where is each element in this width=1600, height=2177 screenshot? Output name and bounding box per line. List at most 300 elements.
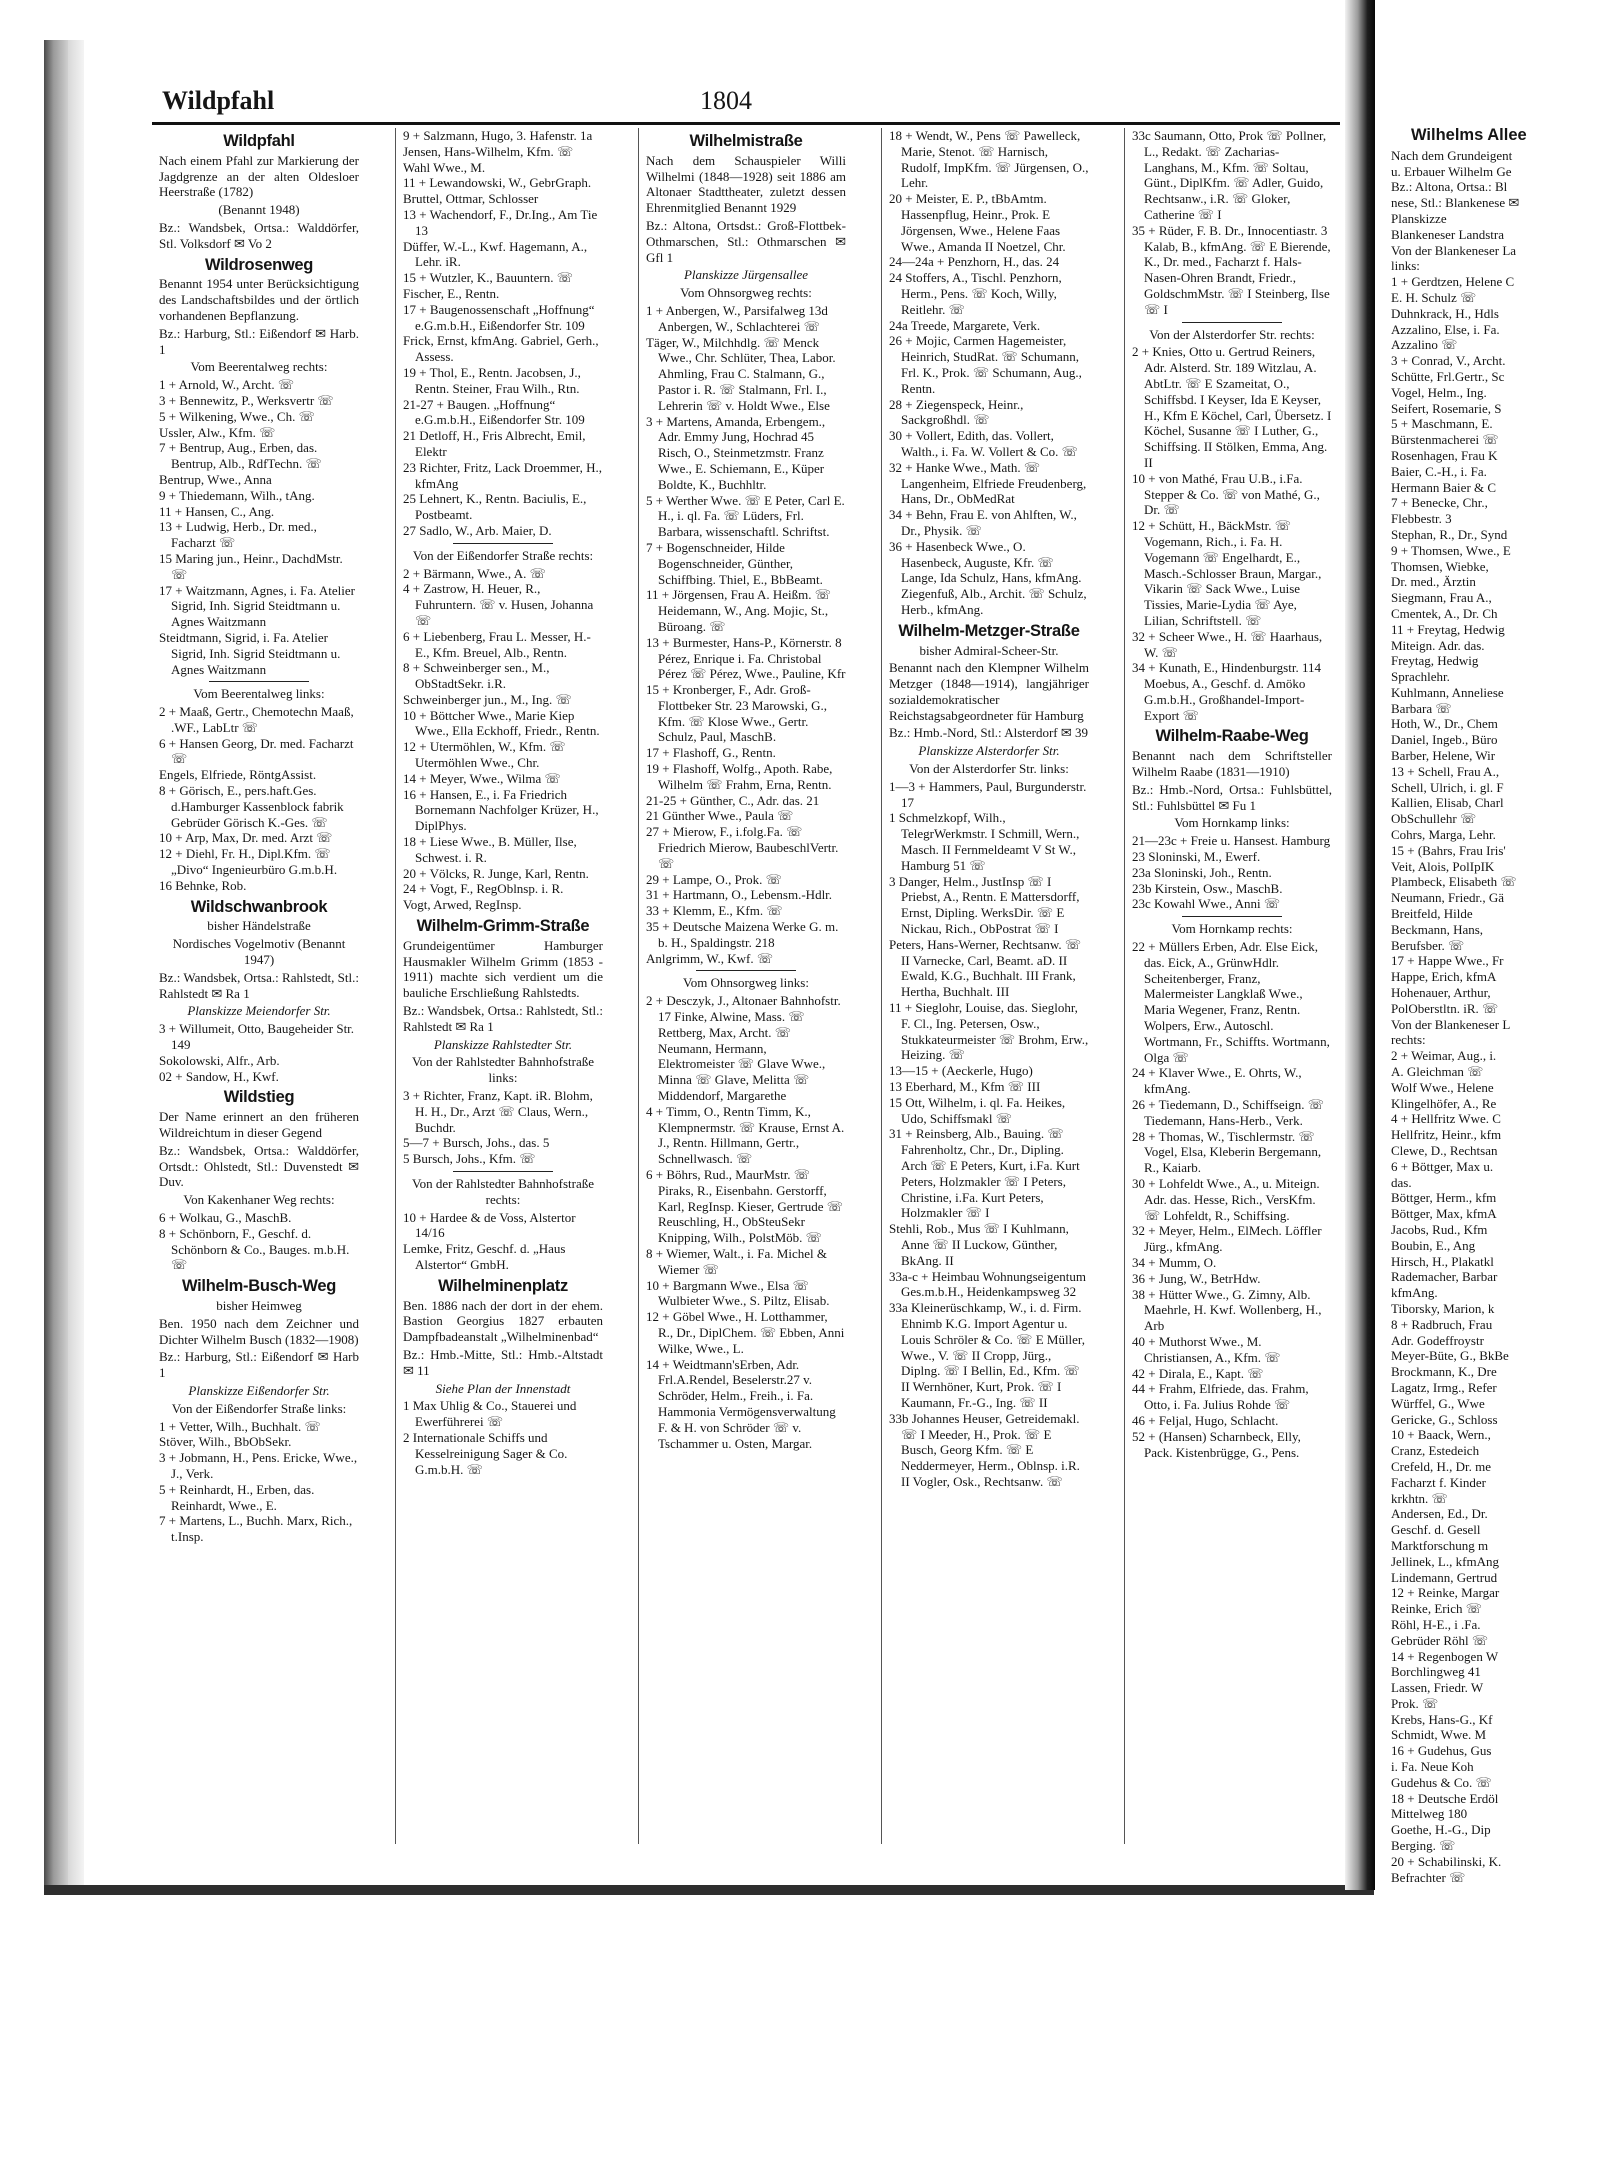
directory-entry: 21-25 + Günther, C., Adr. das. 21 — [646, 792, 820, 808]
direction-caption: Vom Hornkamp rechts: — [1171, 921, 1293, 937]
directory-entry: 24 + Vogt, F., RegOblnsp. i. R. — [403, 881, 564, 897]
column-4 — [881, 128, 1096, 1844]
facing-page-line: Duhnkrack, H., Hdls — [1391, 305, 1499, 321]
plan-reference: Planskizze Alsterdorfer Str. — [918, 743, 1060, 759]
facing-page-line: Barbara ☏ — [1391, 700, 1452, 716]
facing-page-line: Lindemann, Gertrud — [1391, 1569, 1498, 1585]
facing-page-line: i. Fa. Neue Koh — [1391, 1759, 1474, 1775]
directory-entry: 12 + Schütt, H., BäckMstr. ☏ Vogemann, Rich., i. Fa. H. Vogemann ☏ Engelhardt, E., Masch.-Schlosser Braun, Margar., Vikarin ☏ Sack Wwe., Luise Tissies, Marie-Lydia ☏ Aye, Lilian, Schriftstell. ☏ — [1132, 518, 1322, 628]
facing-page-line: 2 + Weimar, Aug., i. — [1391, 1048, 1497, 1064]
facing-page-fragment — [1375, 0, 1600, 2177]
directory-entry: 17 + Waitzmann, Agnes, i. Fa. Atelier Sigrid, Inh. Sigrid Steidtmann u. Agnes Waitzmann — [159, 582, 355, 630]
facing-page-line: Lassen, Friedr. W — [1391, 1680, 1484, 1696]
direction-caption: Von der Alsterdorfer Str. links: — [909, 761, 1069, 777]
facing-page-line: krkhtn. ☏ — [1391, 1490, 1448, 1506]
directory-entry: 21-27 + Baugen. „Hoffnung“ e.G.m.b.H., Eißendorfer Str. 109 — [403, 396, 585, 428]
facing-page-line: Andersen, Ed., Dr. — [1391, 1506, 1488, 1522]
direction-caption: bisher Händelstraße — [207, 918, 311, 934]
directory-entry: 21—23c + Freie u. Hansest. Hamburg — [1132, 833, 1331, 849]
street-description: Bz.: Wandsbek, Ortsa.: Rahlstedt, Stl.: Rahlstedt ✉ Ra 1 — [403, 1003, 603, 1034]
directory-entry: 24 + Klaver Wwe., E. Ohrts, W., kfmAng. — [1132, 1065, 1302, 1097]
facing-page-line: Schell, Ulrich, i. gl. F — [1391, 779, 1504, 795]
street-description: Nach einem Pfahl zur Markierung der Jagdgrenze an der alten Oldesloer Heerstraße (1782) — [159, 152, 359, 200]
directory-entry: 10 + Böttcher Wwe., Marie Kiep Wwe., Ella Eckhoff, Friedr., Rentn. — [403, 707, 600, 739]
directory-entry: 33c Saumann, Otto, Prok ☏ Pollner, L., Redakt. ☏ Zacharias-Langhans, M., Kfm. ☏ Soltau, Günt., DiplKfm. ☏ Adler, Guido, Rechtsanw., i.R. ☏ Gloker, Catherine ☏ I — [1132, 128, 1327, 222]
facing-page-line: Thomsen, Wiebke, — [1391, 558, 1489, 574]
facing-page-line: 16 + Gudehus, Gus — [1391, 1743, 1492, 1759]
directory-entry: Frick, Ernst, kfmAng. Gabriel, Gerh., Assess. — [403, 333, 599, 365]
directory-entry: Fischer, E., Rentn. — [403, 285, 500, 301]
directory-entry: 7 + Bogenschneider, Hilde Bogenschneider, Günther, Schiffbing. Thiel, E., BbBeamt. — [646, 539, 823, 587]
directory-entry: 19 + Flashoff, Wolfg., Apoth. Rabe, Wilhelm ☏ Frahm, Erna, Rentn. — [646, 761, 833, 792]
directory-entry: 9 + Thiedemann, Wilh., tAng. — [159, 487, 315, 503]
directory-entry: 4 + Zastrow, H. Heuer, R., Fuhruntern. ☏ v. Husen, Johanna ☏ — [403, 581, 594, 628]
facing-page-line: 14 + Regenbogen W — [1391, 1648, 1499, 1664]
facing-page-line: 5 + Maschmann, E. — [1391, 416, 1493, 432]
facing-page-line: Breitfeld, Hilde — [1391, 906, 1473, 922]
facing-page-line: Borchlingweg 41 — [1391, 1664, 1481, 1680]
facing-page-line: 6 + Böttger, Max u. — [1391, 1158, 1494, 1174]
facing-page-line: Hirsch, H., Plakatkl — [1391, 1253, 1494, 1269]
column-3 — [638, 128, 853, 1844]
directory-entry: 15 Ott, Wilhelm, i. ql. Fa. Heikes, Udo, Schiffsmakl ☏ — [889, 1094, 1066, 1126]
directory-entry: 30 + Lohfeldt Wwe., A., u. Miteign. Adr. das. Hesse, Rich., VersKfm. ☏ Lohfeldt, R., Schiffsing. — [1132, 1176, 1320, 1223]
facing-page-line: Jellinek, L., kfmAng — [1391, 1553, 1499, 1569]
directory-entry: 1 Schmelzkopf, Wilh., TelegrWerkmstr. I Schmill, Wern., Masch. II Fernmeldeamt V St W., Hamburg 51 ☏ — [889, 810, 1080, 873]
directory-entry: 33b Johannes Heuser, Getreidemakl. ☏ I Meeder, H., Prok. ☏ E Busch, Georg Kfm. ☏ E Neddermeyer, Herm., Oblnsp. i.R. II Vogler, Osk., Rechtsanw. ☏ — [889, 1410, 1080, 1489]
facing-page-line: Stephan, R., Dr., Synd — [1391, 526, 1508, 542]
facing-page-lines — [1391, 148, 1600, 1886]
directory-entry: 5 Bursch, Johs., Kfm. ☏ — [403, 1151, 536, 1167]
directory-entry: 13—15 + (Aeckerle, Hugo) — [889, 1063, 1033, 1079]
facing-page-line: u. Erbauer Wilhelm Ge — [1391, 163, 1512, 179]
street-description: Bz.: Hmb.-Nord, Stl.: Alsterdorf ✉ 39 — [889, 725, 1089, 741]
direction-caption: Von der Rahlstedter Bahnhofstraße links: — [411, 1054, 595, 1086]
facing-page-text — [1391, 126, 1600, 1885]
facing-page-line: Siegmann, Frau A., — [1391, 590, 1492, 606]
facing-page-line: 8 + Radbruch, Frau — [1391, 1316, 1493, 1332]
facing-page-line: Azzalino, Else, i. Fa. — [1391, 321, 1500, 337]
facing-page-line: 15 + (Bahrs, Frau Iris' — [1391, 842, 1506, 858]
directory-entry: 17 + Flashoff, G., Rentn. — [646, 745, 776, 761]
street-description: Bz.: Wandsbek, Ortsa.: Walddörfer, Ortsdt.: Ohlstedt, Stl.: Duvenstedt ✉ Duv. — [159, 1142, 359, 1190]
facing-page-line: Facharzt f. Kinder — [1391, 1474, 1486, 1490]
street-heading: Wilhelm-Raabe-Weg — [1155, 727, 1309, 746]
facing-page-line: Gudehus & Co. ☏ — [1391, 1774, 1492, 1790]
directory-entry: 17 + Baugenossenschaft „Hoffnung“ e.G.m.b.H., Eißendorfer Str. 109 — [403, 301, 595, 333]
directory-entry: Anlgrimm, W., Kwf. ☏ — [646, 950, 774, 966]
directory-entry: Düffer, W.-L., Kwf. Hagemann, A., Lehr. iR. — [403, 238, 588, 270]
book-gutter — [1345, 0, 1377, 1890]
facing-page-line: Klingelhöfer, A., Re — [1391, 1095, 1497, 1111]
section-divider — [453, 543, 553, 544]
direction-caption: Von der Rahlstedter Bahnhofstraße rechts: — [411, 1176, 595, 1207]
directory-entry: 32 + Scheer Wwe., H. ☏ Haarhaus, W. ☏ — [1132, 628, 1323, 660]
plan-reference: Planskizze Eißendorfer Str. — [188, 1382, 330, 1398]
directory-entry: 2 + Desczyk, J., Altonaer Bahnhofstr. 17 Finke, Alwine, Mass. ☏ Rettberg, Max, Archt. ☏ Neumann, Hermann, Elektromeister ☏ Glave Wwe., Minna ☏ Glave, Melitta ☏ Middendorf, Margarethe — [646, 993, 841, 1104]
facing-page-line: 13 + Schell, Frau A., — [1391, 763, 1500, 779]
directory-entry: 18 + Wendt, W., Pens ☏ Pawelleck, Marie, Stenot. ☏ Harnisch, Rudolf, ImpKfm. ☏ Jürgensen, O., Lehr. — [889, 128, 1089, 191]
street-description: Bz.: Harburg, Stl.: Eißendorf ✉ Harb 1 — [159, 1349, 359, 1381]
directory-entry: 6 + Böhrs, Rud., MaurMstr. ☏ Piraks, R., Eisenbahn. Gerstorff, Karl, RegInsp. Kieser, Gertrude ☏ Reuschling, H., ObSteuSekr Knipping, Wilh., PolstMöb. ☏ — [646, 1167, 844, 1246]
directory-entry: 13 + Burmester, Hans-P., Körnerstr. 8 Pérez, Enrique i. Fa. Christobal Pérez ☏ Pérez, Wwe., Pauline, Kfr — [646, 634, 846, 682]
directory-entry: 12 + Diehl, Fr. H., Dipl.Kfm. ☏ „Divo“ Ingenieurbüro G.m.b.H. — [159, 846, 338, 878]
facing-page-line: links: — [1391, 258, 1420, 274]
section-divider — [1182, 322, 1282, 323]
directory-entry: 3 + Bennewitz, P., Werksvertr ☏ — [159, 392, 334, 408]
directory-entry: 44 + Frahm, Elfriede, das. Frahm, Otto, i. Fa. Julius Rohde ☏ — [1132, 1381, 1309, 1413]
facing-page-line: Gericke, G., Schloss — [1391, 1411, 1498, 1427]
directory-entry: Jensen, Hans-Wilhelm, Kfm. ☏ — [403, 143, 574, 159]
facing-page-line: Böttger, Max, kfmA — [1391, 1206, 1497, 1222]
street-description: Bz.: Hmb.-Mitte, Stl.: Hmb.-Altstadt ✉ 11 — [403, 1346, 603, 1378]
directory-entry: 3 Danger, Helm., JustInsp ☏ I Priebst, A., Rentn. E Mattersdorff, Ernst, Dipling. WerksDir. ☏ E Nickau, Rich., ObPostrat ☏ I — [889, 873, 1080, 937]
directory-entry: Stehli, Rob., Mus ☏ I Kuhlmann, Anne ☏ II Luckow, Günther, BkAng. II — [889, 1221, 1069, 1268]
facing-page-line: Jacobs, Rud., Kfm — [1391, 1221, 1488, 1237]
facing-page-line: Sprachlehr. — [1391, 669, 1450, 685]
street-description: Benannt nach den Klempner Wilhelm Metzger (1848—1914), langjähriger sozialdemokratischer Reichstagsabgeordneter für Hamburg — [889, 660, 1089, 723]
directory-entry: Bruttel, Ottmar, Schlosser — [403, 191, 539, 207]
facing-page-line: Böttger, Herm., kfm — [1391, 1190, 1497, 1206]
facing-page-line: Befrachter ☏ — [1391, 1869, 1466, 1885]
facing-page-line: Blankeneser Landstra — [1391, 226, 1504, 242]
facing-page-line: Schmidt, Wwe. M — [1391, 1727, 1487, 1743]
street-heading: Wildstieg — [223, 1088, 295, 1107]
directory-entry: 8 + Görisch, E., pers.haft.Ges. d.Hamburger Kassenblock fabrik Gebrüder Görisch K.-Ges. ☏ — [159, 783, 344, 830]
facing-page-line: Kallien, Elisab, Charl — [1391, 795, 1504, 811]
facing-page-line: Clewe, D., Rechtsan — [1391, 1143, 1498, 1158]
directory-entry: 5 + Reinhardt, H., Erben, das. Reinhardt, Wwe., E. — [159, 1481, 315, 1513]
directory-entry: 46 + Feljal, Hugo, Schlacht. — [1132, 1412, 1279, 1428]
directory-entry: Schweinberger jun., M., Ing. ☏ — [403, 691, 572, 707]
directory-entry: 31 + Reinsberg, Alb., Bauing. ☏ Fahrenholtz, Chr., Dr., Dipling. Arch ☏ E Peters, Kurt, i.Fa. Kurt Peters, Holzmakler ☏ I Peters, Christine, i.Fa. Kurt Peters, Holzmakler ☏ I — [889, 1126, 1080, 1221]
facing-page-line: Boubin, E., Ang — [1391, 1237, 1476, 1253]
facing-page-line: Von der Blankeneser L — [1391, 1016, 1511, 1032]
directory-entry: 3 + Martens, Amanda, Erbengem., Adr. Emmy Jung, Hochrad 45 Risch, O., Steinmetzmstr. Franz Wwe., E. Schiemann, E., Küper Boldte, K., Buchhltr. — [646, 413, 826, 492]
directory-entry: Peters, Hans-Werner, Rechtsanw. ☏ II Varnecke, Carl, Beamt. aD. II Ewald, K.G., Buchhalt. III Frank, Hertha, Buchhalt. III — [889, 936, 1082, 1000]
directory-entry: 7 + Bentrup, Aug., Erben, das. Bentrup, Alb., RdfTechn. ☏ — [159, 440, 322, 472]
directory-entry: 21 Detloff, H., Fris Albrecht, Emil, Elektr — [403, 428, 586, 459]
directory-entry: 23 Richter, Fritz, Lack Droemmer, H., kfmAng — [403, 459, 602, 491]
directory-page — [152, 84, 1340, 1844]
directory-entry: Wahl Wwe., M. — [403, 159, 486, 175]
directory-entry: 34 + Mumm, O. — [1132, 1254, 1217, 1270]
direction-caption: Nordisches Vogelmotiv (Benannt 1947) — [172, 936, 346, 968]
directory-entry: 24a Treede, Margarete, Verk. — [889, 317, 1041, 333]
directory-entry: 4 + Timm, O., Rentn Timm, K., Klempnermstr. ☏ Krause, Ernst A. J., Rentn. Hillmann, Gertr., Schnellwasch. ☏ — [646, 1103, 845, 1167]
street-heading: Wildschwanbrook — [190, 897, 328, 916]
directory-entry: 8 + Schönborn, F., Geschf. d. Schönborn & Co., Bauges. m.b.H. ☏ — [159, 1225, 350, 1273]
facing-page-line: Adr. Godeffroystr — [1391, 1332, 1484, 1348]
header-rule — [152, 122, 1340, 125]
facing-page-line: Schütte, Frl.Gertr., Sc — [1391, 368, 1505, 384]
facing-page-line: Flebbestr. 3 — [1391, 511, 1452, 527]
directory-entry: 9 + Salzmann, Hugo, 3. Hafenstr. 1a — [403, 128, 593, 143]
street-heading: Wilhelmistraße — [689, 132, 803, 150]
directory-columns — [152, 128, 1340, 1844]
street-description: Der Name erinnert an den früheren Wildreichtum in dieser Gegend — [159, 1109, 359, 1141]
facing-page-line: 7 + Benecke, Chr., — [1391, 495, 1488, 511]
directory-entry: 33a-c + Heimbau Wohnungseigentum Ges.m.b.H., Heidenkampsweg 32 — [889, 1268, 1087, 1300]
directory-entry: 3 + Richter, Franz, Kapt. iR. Blohm, H. H., Dr., Arzt ☏ Claus, Wern., Buchdr. — [403, 1088, 593, 1135]
facing-page-line: Marktforschung m — [1391, 1537, 1489, 1553]
plan-reference: Planskizze Meiendorfer Str. — [187, 1003, 331, 1019]
facing-page-line: Crefeld, H., Dr. me — [1391, 1458, 1492, 1474]
directory-entry: Steidtmann, Sigrid, i. Fa. Atelier Sigrid, Inh. Sigrid Steidtmann u. Agnes Waitzmann — [159, 629, 341, 677]
street-heading: Wilhelm-Metzger-Straße — [898, 621, 1080, 640]
facing-page-line: das. — [1391, 1174, 1412, 1190]
facing-page-line: Brockmann, K., Dre — [1391, 1364, 1497, 1380]
directory-entry: 13 + Wachendorf, F., Dr.Ing., Am Tie 13 — [403, 206, 598, 238]
directory-entry: 52 + (Hansen) Scharnbeck, Elly, Pack. Kistenbrügge, G., Pens. — [1132, 1428, 1301, 1460]
street-heading: Wildpfahl — [223, 132, 295, 150]
directory-entry: 19 + Thol, E., Rentn. Jacobsen, J., Rentn. Steiner, Frau Wilh., Rtn. — [403, 364, 581, 396]
directory-entry: 11 + Lewandowski, W., GebrGraph. — [403, 175, 592, 191]
facing-page-line: Daniel, Ingeb., Büro — [1391, 732, 1498, 748]
facing-page-line: A. Gleichman ☏ — [1391, 1064, 1484, 1080]
directory-entry: 22 + Müllers Erben, Adr. Else Eick, das. Eick, A., GrünwHdlr. Scheitenberger, Franz, Malermeister Langklaß Wwe., Maria Wegener, Franz, Rentn. Wolpers, Erw., Autoschl. Wortmann, Fr., Schiffts. Wortmann, Olga ☏ — [1132, 939, 1330, 1065]
facing-page-line: Neumann, Friedr., Gä — [1391, 890, 1505, 906]
facing-page-line: rechts: — [1391, 1032, 1426, 1048]
facing-page-line: Vogel, Helm., Ing. — [1391, 384, 1487, 400]
directory-entry: 2 + Knies, Otto u. Gertrud Reiners, Adr. Alsterd. Str. 189 Witzlau, A. AbtLtr. ☏ E Szameitat, O., Schiffsbd. I Keyser, Ida E Keyser, H., Kfm E Köchel, Carl, Übersetz. I Köchel, Susanne ☏ I Luther, G., Schiffsing. II Stölken, Emma, Ang. II — [1132, 344, 1332, 470]
directory-entry: 38 + Hütter Wwe., G. Zimny, Alb. Maehrle, H. Kwf. Wollenberg, H., Arb — [1132, 1286, 1322, 1334]
directory-entry: 23 Sloninski, M., Ewerf. — [1132, 849, 1261, 865]
facing-page-line: Lagatz, Irmg., Refer — [1391, 1379, 1497, 1395]
street-heading: Wilhelminenplatz — [438, 1276, 568, 1295]
facing-page-street-heading: Wilhelms Allee — [1411, 126, 1527, 144]
facing-page-line: Berufsber. ☏ — [1391, 937, 1465, 953]
directory-entry: 28 + Thomas, W., Tischlermstr. ☏ Vogel, Elsa, Kleberin Bergemann, R., Kaiarb. — [1132, 1128, 1322, 1176]
facing-page-line: Mittelweg 180 — [1391, 1806, 1468, 1822]
facing-page-line: Geschf. d. Gesell — [1391, 1522, 1481, 1538]
directory-entry: 10 + Hardee & de Voss, Alstertor 14/16 — [403, 1209, 576, 1241]
directory-entry: 12 + Utermöhlen, W., Kfm. ☏ Utermöhlen Wwe., Chr. — [403, 739, 566, 771]
facing-page-line: Beckmann, Hans, — [1391, 921, 1484, 937]
running-head — [152, 84, 1340, 124]
facing-page-line: Azzalino ☏ — [1391, 337, 1458, 353]
directory-entry: 34 + Behn, Frau E. von Ahlften, W., Dr., Physik. ☏ — [889, 507, 1077, 538]
facing-page-line: Gebrüder Röhl ☏ — [1391, 1632, 1489, 1648]
scan-edge-left-inner — [68, 40, 84, 1890]
scan-edge-bottom — [44, 1885, 1374, 1895]
directory-entry: Lemke, Fritz, Geschf. d. „Haus Alstertor“ GmbH. — [403, 1241, 566, 1272]
directory-entry: 20 + Völcks, R. Junge, Karl, Rentn. — [403, 865, 589, 881]
directory-entry: 6 + Wolkau, G., MaschB. — [159, 1210, 292, 1225]
directory-entry: 1 + Anbergen, W., Parsifalweg 13d Anbergen, W., Schlachterei ☏ — [646, 302, 828, 334]
directory-entry: 34 + Kunath, E., Hindenburgstr. 114 Moebus, A., Geschf. d. Amöko G.m.b.H., Großhandel-Import-Export ☏ — [1132, 660, 1321, 723]
facing-page-line: Rademacher, Barbar — [1391, 1269, 1498, 1285]
directory-entry: 35 + Deutsche Maizena Werke G. m. b. H., Spaldingstr. 218 — [646, 919, 839, 950]
plan-reference: Planskizze Jürgensallee — [683, 267, 809, 283]
street-description: Benannt 1954 unter Berücksichtigung des Landschaftsbildes und der örtlich vorhandenen Bepflanzung. — [159, 276, 359, 323]
directory-entry: 8 + Wiemer, Walt., i. Fa. Michel & Wiemer ☏ — [646, 1245, 827, 1277]
facing-page-line: Berging. ☏ — [1391, 1838, 1456, 1854]
directory-entry: Ussler, Alw., Kfm. ☏ — [159, 424, 276, 440]
facing-page-line: Von der Blankeneser La — [1391, 242, 1517, 258]
directory-entry: Engels, Elfriede, RöntgAssist. — [159, 767, 317, 783]
facing-page-line: Seifert, Rosemarie, S — [1391, 400, 1502, 416]
facing-page-line: Prok. ☏ — [1391, 1695, 1439, 1711]
facing-page-line: Cmentek, A., Dr. Ch — [1391, 605, 1498, 621]
direction-caption: (Benannt 1948) — [218, 202, 300, 218]
direction-caption: bisher Admiral-Scheer-Str. — [919, 642, 1059, 658]
directory-entry: 11 + Hansen, C., Ang. — [159, 503, 275, 519]
facing-page-line: 10 + Baack, Wern., — [1391, 1427, 1491, 1443]
directory-entry: 10 + Arp, Max, Dr. med. Arzt ☏ — [159, 830, 333, 846]
facing-page-line: Plambeck, Elisabeth ☏ — [1391, 874, 1517, 890]
directory-entry: 5 + Wilkening, Wwe., Ch. ☏ — [159, 408, 315, 424]
facing-page-line: Barber, Helene, Wir — [1391, 748, 1496, 764]
directory-entry: 7 + Martens, L., Buchh. Marx, Rich., t.Insp. — [159, 1513, 353, 1545]
facing-page-line: E. H. Schulz ☏ — [1391, 289, 1477, 305]
directory-entry: 1—3 + Hammers, Paul, Burgunderstr. 17 — [889, 778, 1087, 810]
street-heading: Wilhelm-Grimm-Straße — [416, 917, 590, 936]
street-description: Ben. 1886 nach der dort in der ehem. Bastion Georgius 1827 erbauten Dampfbadeanstalt „Wilhelminenbad“ — [403, 1297, 603, 1345]
facing-page-line: 20 + Schabilinski, K. — [1391, 1853, 1502, 1869]
facing-page-line: Hoth, W., Dr., Chem — [1391, 716, 1498, 732]
facing-page-line: Bürstenmacherei ☏ — [1391, 432, 1499, 448]
street-description: Bz.: Wandsbek, Ortsa.: Rahlstedt, Stl.: Rahlstedt ✉ Ra 1 — [159, 969, 359, 1001]
street-description: Bz.: Wandsbek, Ortsa.: Walddörfer, Stl. Volksdorf ✉ Vo 2 — [159, 219, 359, 251]
directory-entry: 6 + Liebenberg, Frau L. Messer, H.-E., Kfm. Breuel, Alb., Rentn. — [403, 628, 591, 660]
directory-entry: 33a Kleinerüschkamp, W., i. d. Firm. Ehnimb K.G. Import Agentur u. Louis Schröler & Co. ☏ E Müller, Wwe., V. ☏ II Cropp, Jürg., Diplng. ☏ I Bellin, Ed., Kfm. ☏ II Wernhöner, Kurt, Prok. ☏ I Kaumann, Fr.-G., Ing. ☏ II — [889, 1300, 1085, 1410]
facing-page-line: Planskizze — [1391, 210, 1447, 226]
section-divider — [1182, 916, 1282, 917]
section-divider — [453, 1171, 553, 1172]
street-description: Ben. 1950 nach dem Zeichner und Dichter Wilhelm Busch (1832—1908) — [159, 1315, 359, 1347]
directory-entry: 31 + Hartmann, O., Lebensm.-Hdlr. — [646, 887, 833, 903]
street-description: Benannt nach dem Schriftsteller Wilhelm Raabe (1831—1910) — [1132, 748, 1332, 780]
directory-entry: 14 + Meyer, Wwe., Wilma ☏ — [403, 770, 561, 786]
directory-entry: 13 + Ludwig, Herb., Dr. med., Facharzt ☏ — [159, 519, 317, 551]
direction-caption: bisher Heimweg — [216, 1297, 302, 1313]
directory-entry: 23c Kowahl Wwe., Anni ☏ — [1132, 896, 1281, 912]
facing-page-line: Freytag, Hedwig — [1391, 653, 1479, 669]
facing-page-line: Krebs, Hans-G., Kf — [1391, 1711, 1493, 1727]
directory-entry: 11 + Jörgensen, Frau A. Heißm. ☏ Heidemann, W., Ang. Mojic, St., Büroang. ☏ — [646, 587, 831, 634]
facing-page-line: 17 + Happe Wwe., Fr — [1391, 953, 1504, 969]
directory-entry: 2 Internationale Schiffs und Kesselreinigung Sager & Co. G.m.b.H. ☏ — [403, 1429, 568, 1477]
direction-caption: Vom Hornkamp links: — [1174, 815, 1290, 831]
directory-entry: 20 + Meister, E. P., tBbAmtm. Hassenpflug, Heinr., Prok. E Jörgensen, Wwe., Helene Faas Wwe., Amanda II Noetzel, Chr. — [889, 191, 1066, 254]
facing-page-line: ObSchullehr ☏ — [1391, 811, 1477, 827]
facing-page-line: Dr. med., Ärztin — [1391, 574, 1476, 590]
facing-page-line: nese, Stl.: Blankenese ✉ — [1391, 195, 1520, 211]
directory-entry: 36 + Hasenbeck Wwe., O. Hasenbeck, Auguste, Kfr. ☏ Lange, Ida Schulz, Hans, kfmAng. Ziegenfuß, Alb., Archit. ☏ Schulz, Herb., kfmAng. — [889, 538, 1087, 617]
directory-entry: 27 Sadlo, W., Arb. Maier, D. — [403, 522, 552, 538]
directory-entry: 13 Eberhard, M., Kfm ☏ III — [889, 1079, 1041, 1095]
directory-entry: 14 + Weidtmann'sErben, Adr. Frl.A.Rendel, Beselerstr.27 v. Schröder, Helm., Freih., i. Fa. Hammonia Vermögensverwaltung F. & H. von Schröder ☏ v. Tschammer u. Osten, Margar. — [646, 1356, 836, 1451]
facing-page-line: 12 + Reinke, Margar — [1391, 1585, 1500, 1601]
directory-entry: 5 + Werther Wwe. ☏ E Peter, Carl E. H., i. ql. Fa. ☏ Lüders, Frl. Barbara, wissenschaftl. Schriftst. — [646, 492, 845, 540]
section-divider — [696, 970, 796, 971]
street-description: Bz.: Hmb.-Nord, Ortsa.: Fuhlsbüttel, Stl.: Fuhlsbüttel ✉ Fu 1 — [1132, 781, 1332, 813]
direction-caption: Vom Ohnsorgweg rechts: — [680, 285, 812, 301]
facing-page-line: Bz.: Altona, Ortsa.: Bl — [1391, 179, 1508, 195]
facing-page-line: kfmAng. — [1391, 1285, 1438, 1301]
facing-page-line: Hellfritz, Heinr., kfm — [1391, 1127, 1502, 1143]
directory-entry: 3 + Jobmann, H., Pens. Ericke, Wwe., J., Verk. — [159, 1450, 358, 1481]
facing-page-line: 18 + Deutsche Erdöl — [1391, 1790, 1499, 1806]
facing-page-line: 11 + Freytag, Hedwig — [1391, 621, 1505, 637]
facing-page-line: Meyer-Büte, G., BkBe — [1391, 1348, 1509, 1364]
directory-entry: 33 + Klemm, E., Kfm. ☏ — [646, 903, 783, 919]
directory-entry: 6 + Hansen Georg, Dr. med. Facharzt ☏ — [159, 735, 354, 767]
directory-entry: 5—7 + Bursch, Johs., das. 5 — [403, 1135, 550, 1151]
directory-entry: 24—24a + Penzhorn, H., das. 24 — [889, 254, 1060, 270]
plan-reference: Planskizze Rahlstedter Str. — [433, 1036, 573, 1052]
direction-caption: Vom Beerentalweg links: — [193, 686, 325, 702]
directory-entry: 18 + Liese Wwe., B. Müller, Ilse, Schwest. i. R. — [403, 834, 577, 865]
facing-page-line: Hohenauer, Arthur, — [1391, 985, 1491, 1001]
running-head-word: Wildpfahl — [162, 86, 275, 115]
facing-page-line: Kuhlmann, Anneliese — [1391, 684, 1504, 700]
street-heading: Wildrosenweg — [204, 255, 314, 274]
directory-entry: 24 Stoffers, A., Tischl. Penzhorn, Herm., Pens. ☏ Koch, Willy, Reitlehr. ☏ — [889, 270, 1062, 317]
facing-page-line: Wolf Wwe., Helene — [1391, 1079, 1494, 1095]
facing-page-line: 3 + Conrad, V., Archt. — [1391, 353, 1506, 369]
directory-entry: Vogt, Arwed, RegInsp. — [403, 897, 522, 913]
directory-entry: 30 + Vollert, Edith, das. Vollert, Walth., i. Fa. W. Vollert & Co. ☏ — [889, 428, 1078, 459]
directory-entry: 10 + von Mathé, Frau U.B., i.Fa. Stepper & Co. ☏ von Mathé, G., Dr. ☏ — [1132, 470, 1320, 518]
directory-entry: 12 + Göbel Wwe., H. Lotthammer, R., Dr., DiplChem. ☏ Ebben, Anni Wilke, Wwe., L. — [646, 1309, 845, 1356]
facing-page-line: Goethe, H.-G., Dip — [1391, 1822, 1491, 1838]
directory-entry: 42 + Dirala, E., Kapt. ☏ — [1132, 1365, 1264, 1381]
plan-reference: Siehe Plan der Innenstadt — [435, 1380, 571, 1396]
direction-caption: Von der Eißendorfer Straße rechts: — [412, 547, 594, 563]
facing-page-line: 9 + Thomsen, Wwe., E — [1391, 542, 1511, 558]
direction-caption: Von der Alsterdorfer Str. rechts: — [1149, 326, 1315, 342]
facing-page-line: Rosenhagen, Frau K — [1391, 447, 1498, 463]
facing-page-line: Veit, Alois, PolIpIK — [1391, 858, 1495, 874]
direction-caption: Von der Eißendorfer Straße links: — [171, 1400, 347, 1416]
facing-page-line: Miteign. Adr. das. — [1391, 637, 1485, 653]
facing-page-line: 4 + Hellfritz Wwe. C — [1391, 1111, 1501, 1127]
directory-entry: 10 + Bargmann Wwe., Elsa ☏ Wulbieter Wwe., S. Piltz, Elisab. — [646, 1277, 830, 1309]
facing-page-line: Röhl, H-E., i .Fa. — [1391, 1616, 1481, 1632]
facing-page-line: Würffel, G., Wwe — [1391, 1395, 1485, 1411]
directory-entry: 32 + Meyer, Helm., ElMech. Löffler Jürg., kfmAng. — [1132, 1223, 1322, 1255]
directory-entry: 40 + Muthorst Wwe., M. Christiansen, A., Kfm. ☏ — [1132, 1333, 1281, 1365]
directory-entry: 2 + Bärmann, Wwe., A. ☏ — [403, 565, 546, 581]
directory-entry: 25 Lehnert, K., Rentn. Baciulis, E., Postbeamt. — [403, 491, 587, 523]
street-heading: Wilhelm-Busch-Weg — [182, 1277, 336, 1296]
directory-entry: 26 + Tiedemann, D., Schiffseign. ☏ Tiedemann, Hans-Herb., Verk. — [1132, 1097, 1324, 1128]
directory-entry: 15 + Wutzler, K., Bauuntern. ☏ — [403, 270, 573, 286]
directory-entry: 1 Max Uhlig & Co., Stauerei und Ewerführerei ☏ — [403, 1398, 577, 1430]
direction-caption: Vom Beerentalweg rechts: — [190, 359, 328, 375]
column-5 — [1124, 128, 1339, 1844]
directory-entry: 15 + Kronberger, F., Adr. Groß-Flottbeker Str. 23 Marowski, G., Kfm. ☏ Klose Wwe., Gertr. Schulz, Paul, MaschB. — [646, 682, 827, 745]
section-divider — [209, 681, 309, 682]
directory-entry: Bentrup, Wwe., Anna — [159, 471, 272, 487]
directory-entry: Stöver, Wilh., BbObSekr. — [159, 1434, 292, 1450]
directory-entry: 21 Günther Wwe., Paula ☏ — [646, 808, 794, 824]
facing-page-line: Hermann Baier & C — [1391, 479, 1497, 495]
directory-entry: Täger, W., Milchhdlg. ☏ Menck Wwe., Chr. Schlüter, Thea, Labor. Ahmling, Frau C. Stalmann, G., Pastor i. R. ☏ Stalmann, Frl. I., Lehrerin ☏ v. Holdt Wwe., Else — [646, 334, 836, 413]
street-description: Grundeigentümer Hamburger Hausmakler Wilhelm Grimm (1853 - 1911) machte sich verdient um die bauliche Erschließung Rahlstedts. — [403, 937, 603, 1001]
page-number: 1804 — [700, 86, 752, 115]
directory-entry: 1 + Arnold, W., Archt. ☏ — [159, 377, 295, 393]
scan-edge-left — [44, 40, 68, 1890]
direction-caption: Von Kakenhaner Weg rechts: — [183, 1192, 335, 1208]
directory-entry: 16 + Hansen, E., i. Fa Friedrich Bornemann Nachfolger Krüzer, H., DiplPhys. — [403, 786, 599, 834]
directory-entry: 1 + Vetter, Wilh., Buchhalt. ☏ — [159, 1418, 321, 1434]
facing-page-line: Cranz, Estedeich — [1391, 1443, 1480, 1459]
directory-entry: 02 + Sandow, H., Kwf. — [159, 1068, 279, 1084]
facing-page-line: 1 + Gerdtzen, Helene C — [1391, 274, 1515, 290]
